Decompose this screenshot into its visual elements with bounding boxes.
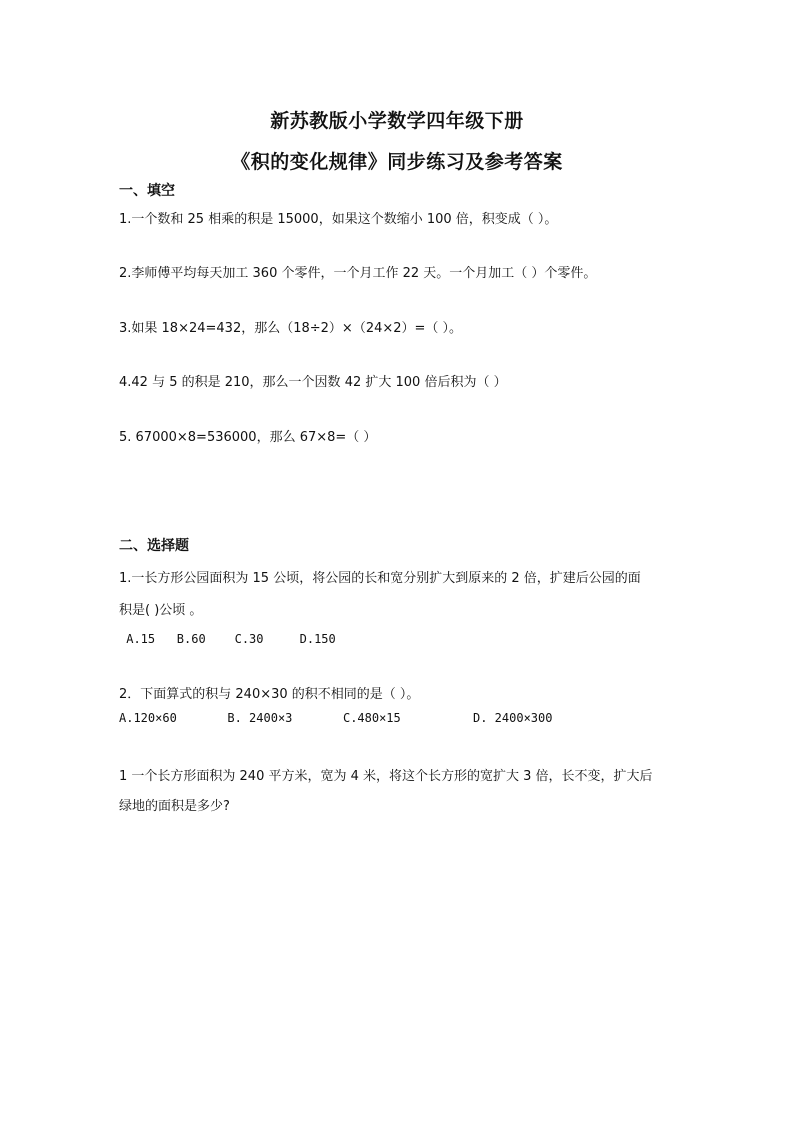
question-fill-2: 2.李师傅平均每天加工 360 个零件，一个月工作 22 天。一个月加工（ ）个零件。 (119, 266, 597, 281)
document-title: 新苏教版小学数学四年级下册 (270, 110, 524, 132)
question-fill-4: 4.42 与 5 的积是 210，那么一个因数 42 扩大 100 倍后积为（ ） (119, 375, 507, 390)
document-subtitle: 《积的变化规律》同步练习及参考答案 (231, 151, 563, 173)
question-choice-2: 2．下面算式的积与 240×30 的积不相同的是（ ）。 (119, 687, 420, 702)
question-fill-5: 5. 67000×8=536000，那么 67×8=（ ） (119, 430, 377, 445)
question-word-problem-line1: 1 一个长方形面积为 240 平方米，宽为 4 米，将这个长方形的宽扩大 3 倍，长不变，扩大后 (119, 769, 653, 784)
question-choice-1-line2: 积是( )公顷 。 (119, 603, 203, 618)
question-fill-1: 1.一个数和 25 相乘的积是 15000，如果这个数缩小 100 倍，积变成（ ）。 (119, 212, 558, 227)
section-heading-multiple-choice: 二、选择题 (119, 538, 189, 554)
question-choice-1-line1: 1.一长方形公园面积为 15 公顷，将公园的长和宽分别扩大到原来的 2 倍，扩建后公园的面 (119, 571, 641, 586)
question-choice-2-options: A.120×60 B. 2400×3 C.480×15 D. 2400×300 (119, 711, 553, 725)
question-choice-1-options: A.15 B.60 C.30 D.150 (119, 632, 336, 646)
question-word-problem-line2: 绿地的面积是多少? (119, 799, 230, 814)
question-fill-3: 3.如果 18×24=432，那么（18÷2）×（24×2）=（ ）。 (119, 321, 463, 336)
section-heading-fill-blank: 一、填空 (119, 183, 175, 199)
